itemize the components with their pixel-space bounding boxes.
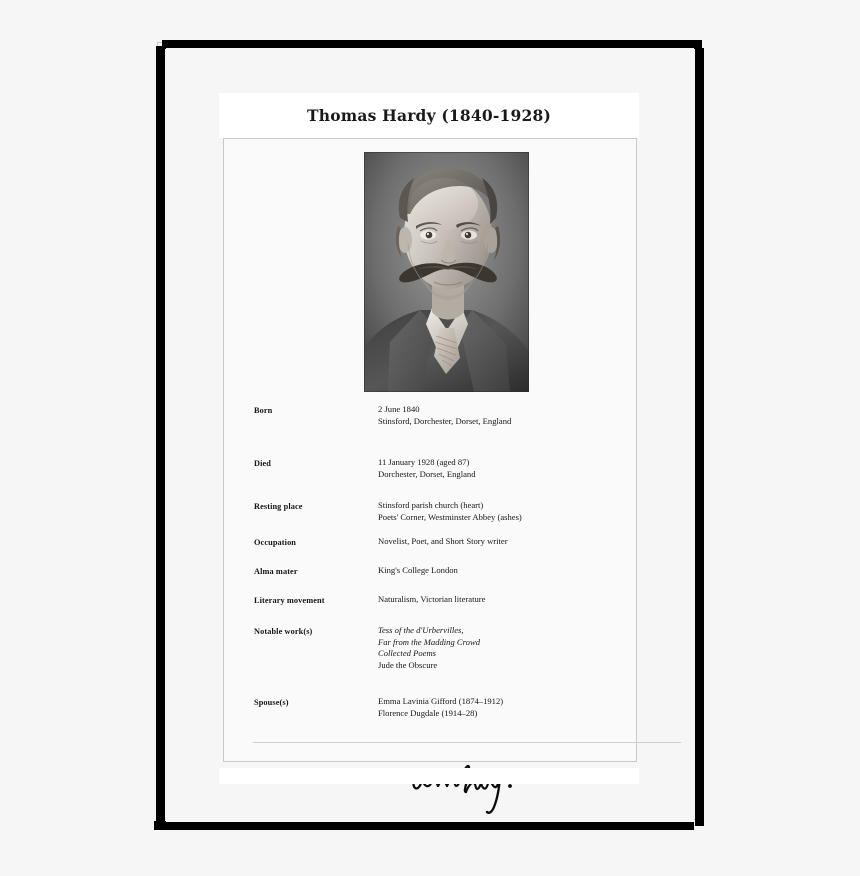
value-line: Poets' Corner, Westminster Abbey (ashes): [378, 511, 522, 522]
table-row: [254, 500, 614, 523]
value-line: Stinsford, Dorchester, Dorset, England: [378, 415, 512, 426]
frame-bar-right: [695, 48, 704, 826]
row-value-born: [378, 404, 614, 427]
row-label-occupation: Occupation: [254, 538, 297, 547]
value-line: Far from the Madding Crowd: [378, 636, 481, 647]
value-line: Naturalism, Victorian literature: [378, 594, 486, 604]
table-row: [254, 565, 614, 577]
table-row: [254, 536, 614, 548]
signature-divider: [253, 742, 681, 743]
bottom-white-strip: [219, 768, 639, 784]
row-value-spouse: [378, 696, 614, 719]
value-line: King's College London: [378, 565, 458, 575]
row-value-alma-mater: [378, 565, 614, 577]
value-line: Florence Dugdale (1914–28): [378, 707, 478, 718]
row-label-resting-place: Resting place: [254, 502, 303, 511]
value-line: Jude the Obscure: [378, 659, 438, 670]
table-row: [254, 625, 614, 671]
row-value-died: [378, 457, 614, 480]
row-label-notable-works: Notable work(s): [254, 627, 313, 636]
frame-bar-left: [156, 46, 165, 824]
value-line: Tess of the d'Urbervilles,: [378, 625, 464, 635]
title-band: [219, 93, 639, 138]
row-value-literary-movement: [378, 594, 614, 606]
table-row: [254, 404, 614, 427]
row-label-spouse: Spouse(s): [254, 698, 289, 707]
value-line: Novelist, Poet, and Short Story writer: [378, 536, 508, 546]
infobox-table: [254, 404, 614, 719]
value-line: Collected Poems: [378, 648, 436, 658]
portrait-image: [364, 152, 529, 392]
row-label-born: Born: [254, 406, 273, 415]
row-label-died: Died: [254, 459, 271, 468]
document-page: [166, 48, 694, 822]
table-row: [254, 594, 614, 606]
infobox-card: [223, 138, 637, 762]
frame-bar-bottom: [154, 821, 694, 830]
row-label-literary-movement: Literary movement: [254, 596, 325, 605]
value-line: Stinsford parish church (heart): [378, 500, 484, 510]
table-row: [254, 696, 614, 719]
value-line: Dorchester, Dorset, England: [378, 468, 476, 479]
value-line: 2 June 1840: [378, 404, 420, 414]
row-label-alma-mater: Alma mater: [254, 567, 298, 576]
value-line: 11 January 1928 (aged 87): [378, 457, 470, 467]
row-value-occupation: [378, 536, 614, 548]
value-line: Emma Lavinia Gifford (1874–1912): [378, 696, 504, 706]
row-value-resting-place: [378, 500, 614, 523]
table-row: [254, 457, 614, 480]
page-title: Thomas Hardy (1840-1928): [307, 106, 551, 125]
row-value-notable-works: [378, 625, 614, 671]
